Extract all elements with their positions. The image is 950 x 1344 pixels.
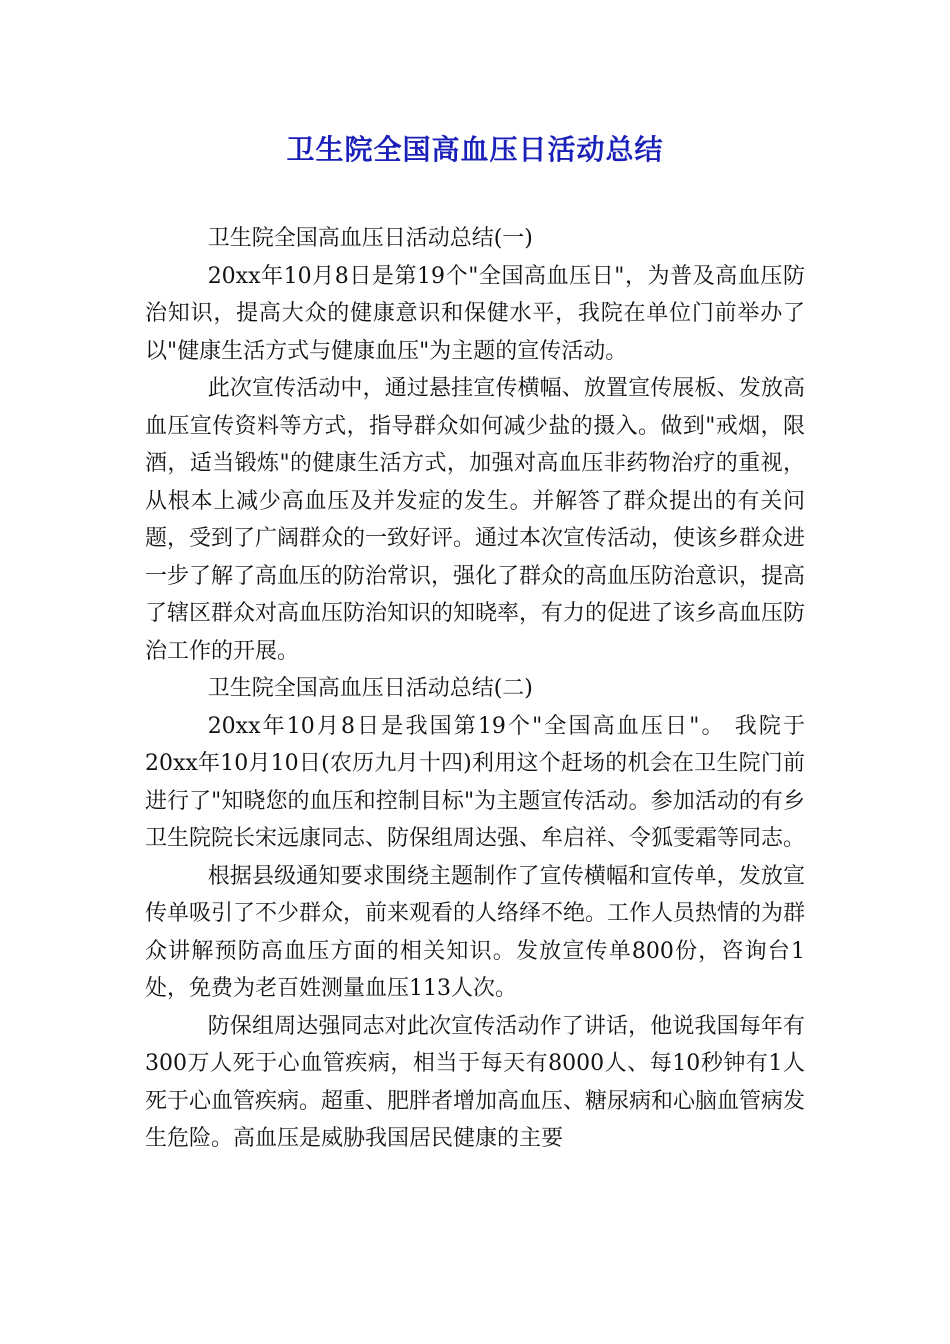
section-heading-1: 卫生院全国高血压日活动总结(一) — [207, 226, 533, 251]
paragraph: 防保组周达强同志对此次宣传活动作了讲话，他说我国每年有300万人死于心血管疾病，相当于每天有8000人、每10秒钟有1人死于心血管疾病。超重、肥胖者增加高血压、糖尿病和心脑血管病发生危险。高血压是威胁我国居民健康的主要 — [145, 1013, 806, 1151]
section-heading-2: 卫生院全国高血压日活动总结(二) — [207, 676, 533, 701]
paragraph: 20xx年10月8日是第19个"全国高血压日"，为普及高血压防治知识，提高大众的健康意识和保健水平，我院在单位门前举办了以"健康生活方式与健康血压"为主题的宣传活动。 — [145, 263, 805, 364]
paragraph: 此次宣传活动中，通过悬挂宣传横幅、放置宣传展板、发放高血压宣传资料等方式，指导群众如何减少盐的摄入。做到"戒烟，限酒，适当锻炼"的健康生活方式，加强对高血压非药物治疗的重视，从根本上减少高血压及并发症的发生。并解答了群众提出的有关问题，受到了广阔群众的一致好评。通过本次宣传活动，使该乡群众进一步了解了高血压的防治常识，强化了群众的高血压防治意识，提高了辖区群众对高血压防治知识的知晓率，有力的促进了该乡高血压防治工作的开展。 — [145, 376, 806, 664]
document-body — [145, 220, 805, 1158]
paragraph: 根据县级通知要求围绕主题制作了宣传横幅和宣传单，发放宣传单吸引了不少群众，前来观看的人络绎不绝。工作人员热情的为群众讲解预防高血压方面的相关知识。发放宣传单800份，咨询台1处，免费为老百姓测量血压113人次。 — [145, 863, 806, 1001]
document-title: 卫生院全国高血压日活动总结 — [286, 133, 664, 166]
paragraph: 20xx年10月8日是我国第19个"全国高血压日"。 我院于20xx年10月10日(农历九月十四)利用这个赶场的机会在卫生院门前进行了"知晓您的血压和控制目标"为主题宣传活动。参加活动的有乡卫生院院长宋远康同志、防保组周达强、牟启祥、令狐雯霜等同志。 — [145, 713, 806, 851]
